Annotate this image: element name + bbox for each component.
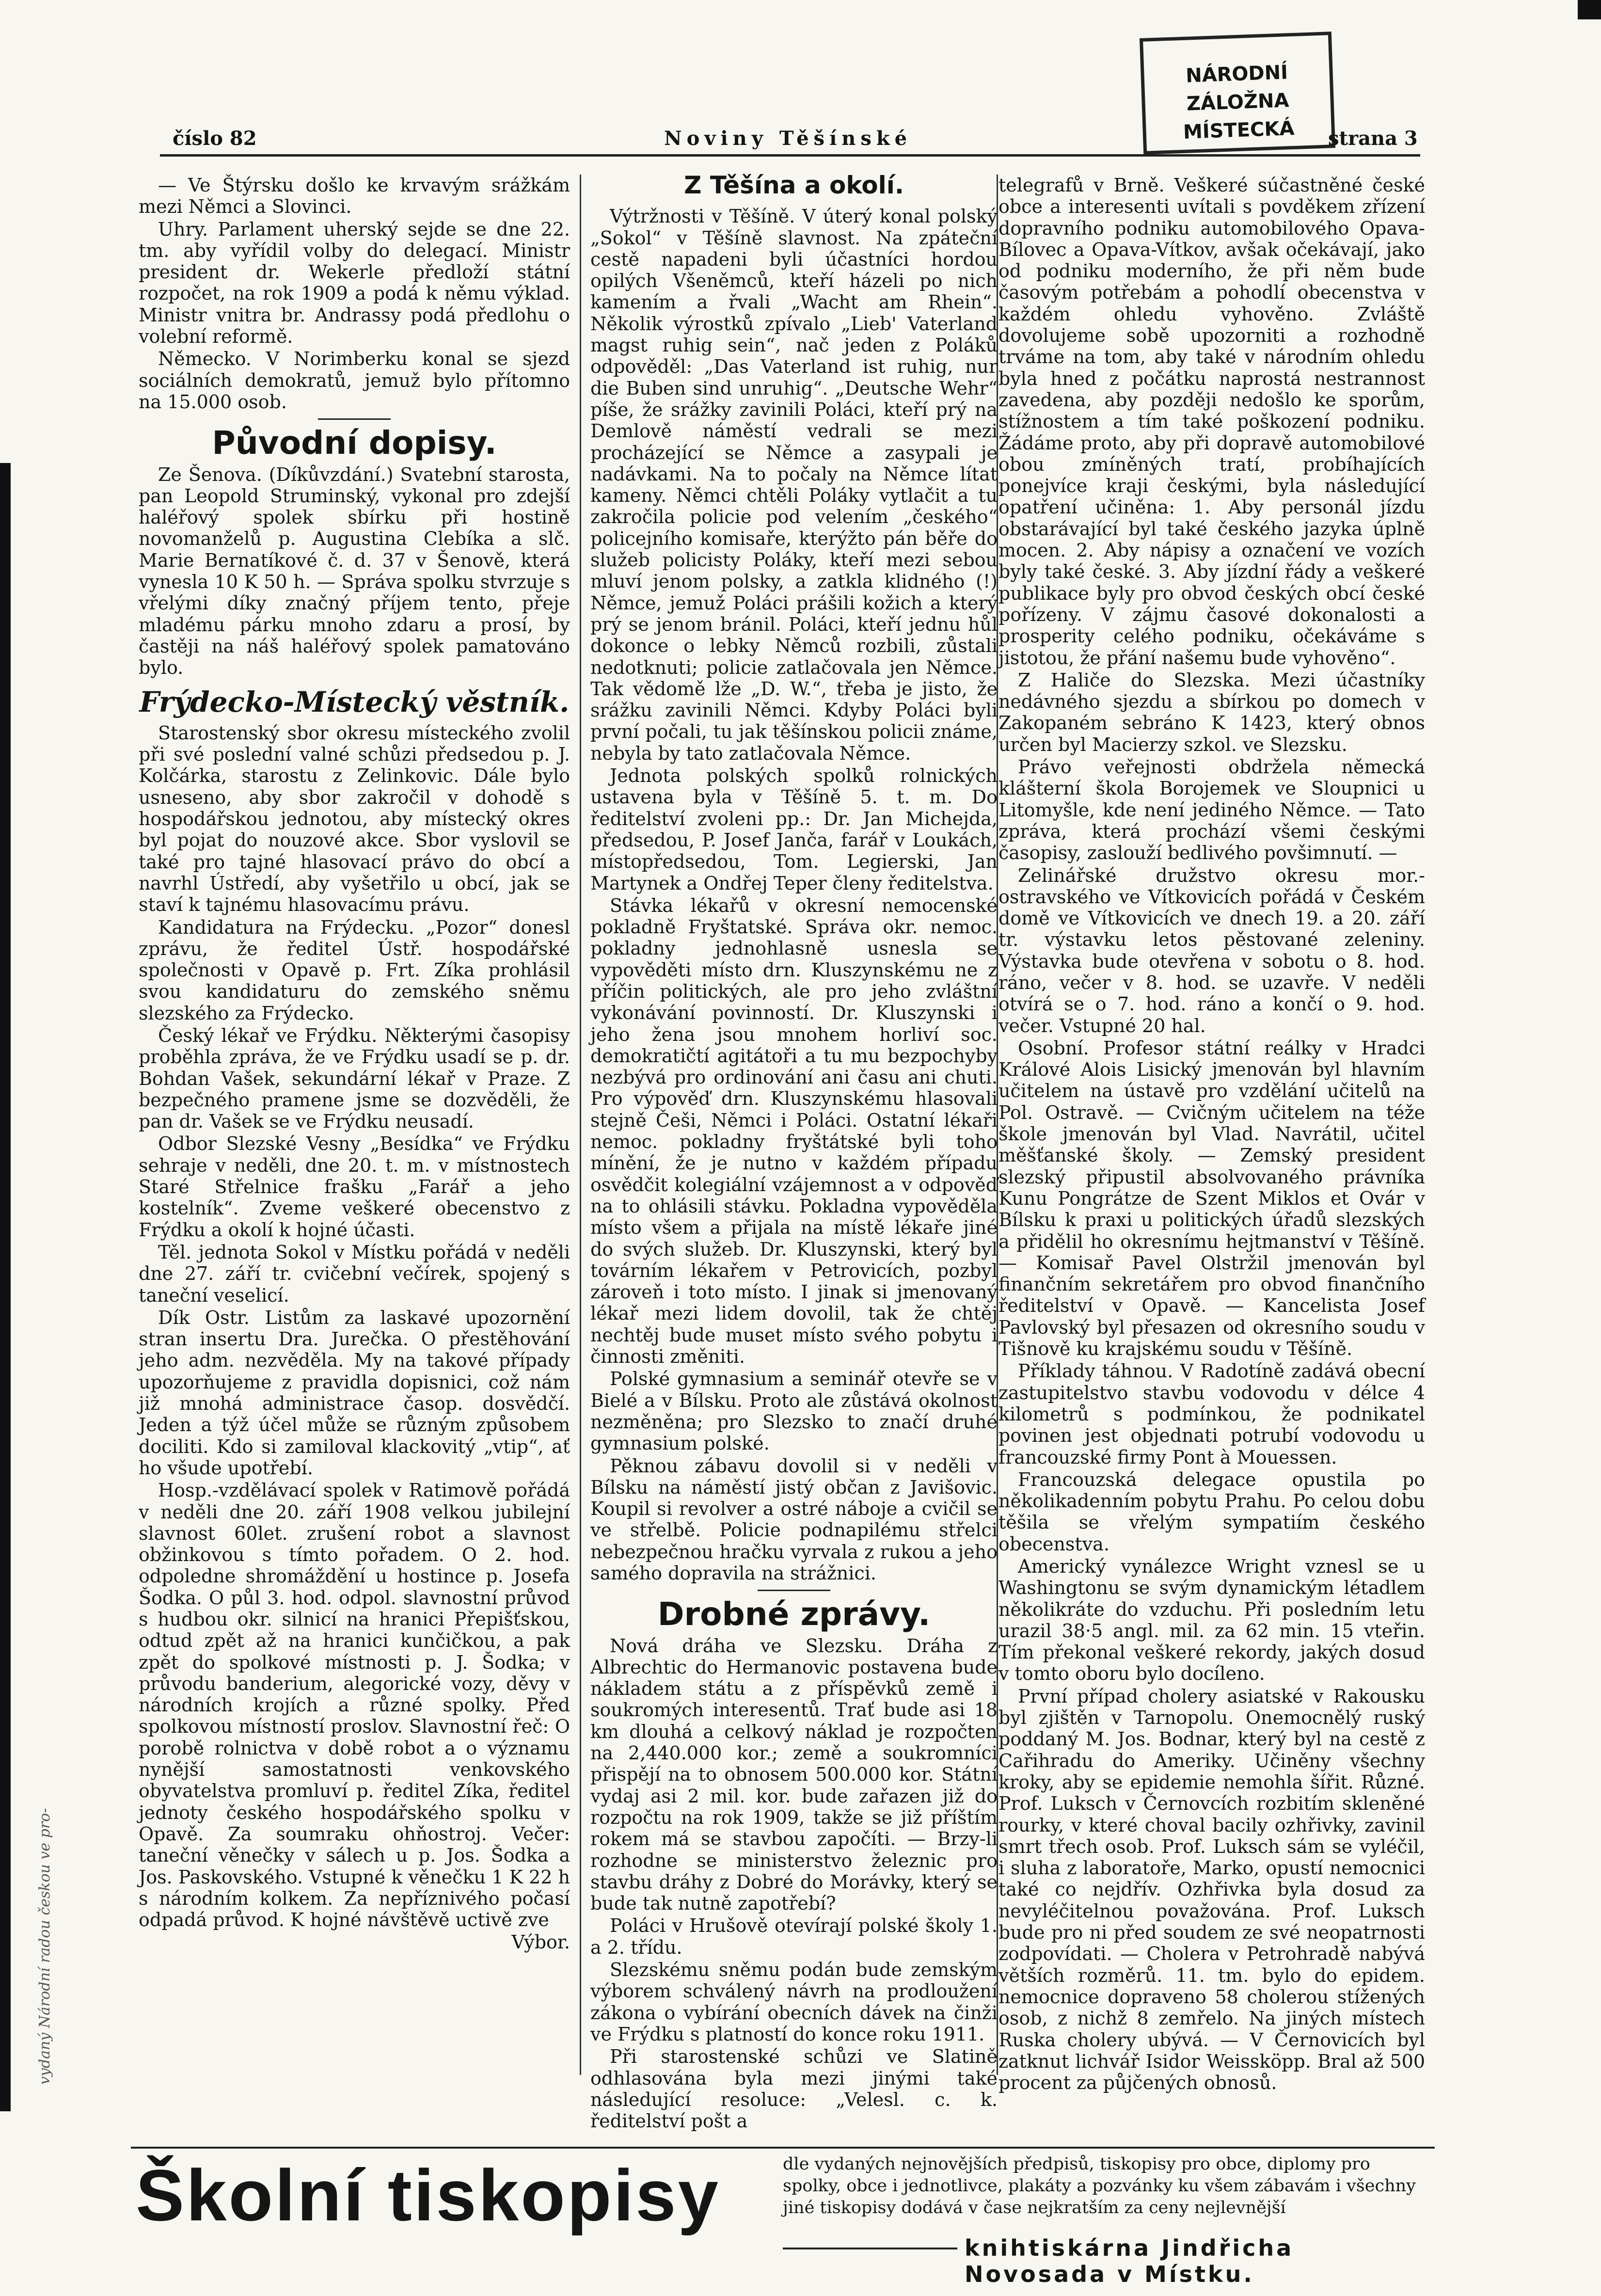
ad-underline xyxy=(783,2248,957,2249)
separator xyxy=(758,1590,830,1591)
header-rule xyxy=(160,154,1420,157)
column-2 xyxy=(590,171,998,2133)
ad-text: dle vydaných nejnovějších předpisů, tiskopisy pro obce, diplomy pro spolky, obce i jednotlivce, plakáty a pozvánky ku všem zábavám i všechny jiné tiskopisy dodává v čase nejkratším za ceny nejlevnější xyxy=(783,2154,1416,2217)
article-snem: Slezskému sněmu podán bude zemským výborem schválený návrh na prodloužení zákona o vybírání obecních dávek na činži ve Frýdku s platností do konce roku 1911. xyxy=(590,1959,998,2045)
article-besidka: Odbor Slezské Vesny „Besídka“ ve Frýdku sehraje v neděli, dne 20. t. m. v místnostech Staré Střelnice frašku „Farář a jeho kostelník“. Zveme veškeré obecenstvo z Frýdku a okolí k hojné účasti. xyxy=(139,1133,570,1241)
advertisement xyxy=(131,2147,1435,2287)
ad-printer: knihtiskárna Jindřicha Novosada v Místku. xyxy=(965,2235,1294,2287)
article-wright: Americký vynálezce Wright vznesl se u Washingtonu se svým dynamickým létadlem několikráte do vzduchu. Při posledním letu urazil 38·5 angl. mil. za 62 min. 15 vteřin. Tím překonal veškeré rekordy, jakých dosud v tomto oboru bylo docíleno. xyxy=(999,1556,1425,1685)
margin-note: vydaný Národní radou českou ve pro- xyxy=(36,1808,53,2085)
article-dik: Dík Ostr. Listům za laskavé upozornění stran insertu Dra. Jurečka. O přestěhování jeho adm. nezvěděla. My na takové případy upozorňujeme z pravidla dopisnici, což nám již mnohá administrace časop. dosvědčí. Jeden a týž účel může se různým způsobem dociliti. Kdo si zamiloval klackovitý „vtip“, ať ho všude upotřebí. xyxy=(139,1307,570,1479)
corner-mark xyxy=(1578,0,1601,19)
article-jednota: Jednota polských spolků rolnických ustavena byla v Těšíně 5. t. m. Do ředitelství zvoleni pp.: Dr. Jan Michejda, předsedou, P. Josef Janča, farář v Loukách, místopředsedou, Tom. Legierski, Jan Martynek a Ondřej Teper členy ředitelstva. xyxy=(590,765,998,894)
article-hrusov: Poláci v Hrušově otevírají polské školy 1. a 2. třídu. xyxy=(590,1915,998,1958)
article-cholera: První případ cholery asiatské v Rakousku byl zjištěn v Tarnopolu. Onemocnělý ruský poddaný M. Jos. Bodnar, který byl na cestě z Cařihradu do Ameriky. Učiněny všechny kroky, aby se epidemie nemohla šířit. Různé. Prof. Luksch v Černovcích rozbitím skleněné rourky, v které choval bacily ozhřivky, zavinil smrt třech osob. Prof. Luksch sám se vyléčil, i sluha z laboratoře, Marko, opustí nemocnici také co nejdřív. Ozhřivka byla dosud za nevyléčitelnou považována. Prof. Luksch bude pro ni před soudem ze své neopatrnosti zodpovídati. — Cholera v Petrohradě nabývá větších rozměrů. 11. tm. bylo do epidem. nemocnice dopraveno 58 cholerou stížených osob, z nichž 8 zemřelo. Na jiných místech Ruska cholery ubývá. — V Černovicích byl zatknut lichvář Isidor Weissköpp. Bral až 500 procent za půjčených obnosů. xyxy=(999,1685,1425,2094)
library-stamp xyxy=(1140,32,1335,155)
section-title-vestnik: Frýdecko-Místecký věstník. xyxy=(139,685,570,718)
page-number: strana 3 xyxy=(1328,127,1418,150)
stamp-line-2: MÍSTECKÁ xyxy=(1183,117,1295,144)
article-osobni: Osobní. Profesor státní reálky v Hradci Králové Alois Lisický jmenován byl hlavním učitelem na ústavě pro vzdělání učitelů na Pol. Ostravě. — Cvičným učitelem na téže škole jmenován byl Vlad. Navrátil, učitel měšťanské školy. — Zemský president slezský připustil absolvovaného právníka Kunu Pongrátze de Szent Miklos et Ovár v Bílsku k praxi u politických úřadů slezských a přidělil ho okresnímu hejtmanství v Těšíně. — Komisař Pavel Olstržil jmenován byl finančním sekretářem pro obvod finančního ředitelství v Opavě. — Kancelista Josef Pavlovský byl přesazen od okresního soudu v Tišnově ku krajskému soudu v Těšíně. xyxy=(999,1037,1425,1360)
ad-rule xyxy=(131,2147,1435,2149)
stamp-line-1: NÁRODNÍ ZÁLOŽNA xyxy=(1185,61,1290,115)
article-lekar: Český lékař ve Frýdku. Některými časopisy proběhla zpráva, že ve Frýdku usadí se p. dr. Bohdan Vašek, sekundární lékař v Praze. Z bezpečného pramene jsme se dozvěděli, že pan dr. Vašek se ve Frýdku neusadí. xyxy=(139,1024,570,1132)
article-hungary: Uhry. Parlament uherský sejde se dne 22. tm. aby vyřídil volby do delegací. Ministr president dr. Wekerle předloží státní rozpočet, na rok 1909 a podá k němu výklad. Ministr vnitra br. Andrassy podá předlohu o volební reformě. xyxy=(139,218,570,348)
article-starostensky-sbor: Starostenský sbor okresu místeckého zvolil při své poslední valné schůzi předsedou p. J. Kolčárka, starostu z Zelinkovic. Dále bylo usneseno, aby sbor zakročil v dohodě s hospodářskou jednotou, aby místecký okres byl pojat do nouzové akce. Sbor vyslovil se také pro tajné hlasovací právo do obcí a navrhl Ústředí, aby vyšetřilo u obcí, jak se staví k tajnému hlasovacímu právu. xyxy=(139,722,570,916)
signature-vybor: Výbor. xyxy=(511,1931,570,1953)
article-ratimov: Hosp.-vzdělávací spolek v Ratimově pořádá v neděli dne 20. září 1908 velkou jubilejní slavnost 60let. zrušení robot a slavnost obžinkovou s tímto pořadem. O 2. hod. odpoledne shromáždění u hostince p. Josefa Šodka. O půl 3. hod. odpol. slavnostní průvod s hudbou okr. silnicí na hranici Přepišťskou, odtud zpět až na hranici kunčičkou, a pak zpět do spolkové místnosti p. J. Šodka; v průvodu banderium, alegorické vozy, děvy v národních krojích a různé spolky. Před spolkovou místností proslov. Slavnostní řeč: O porobě rolnictva v době robot a o významu nynější samostatnosti venkovského obyvatelstva promluví p. ředitel Zíka, ředitel jednoty českého hospodářského spolku v Opavě. Za soumraku ohňostroj. Večer: taneční věnečky v sálech u p. Jos. Šodka a Jos. Paskovského. Vstupné k věnečku 1 K 22 h s národním kolkem. Za nepříznivého počasí odpadá průvod. K hojné návštěvě uctivě zve xyxy=(139,1480,570,1931)
article-zelinarske: Zelinářské družstvo okresu mor.-ostravského ve Vítkovicích pořádá v Českém domě ve Vítkovicích ve dnech 19. a 20. září tr. výstavku letos pěstované zeleniny. Výstavka bude otevřena v sobotu o 8. hod. ráno, večer v 8. hod. se uzavře. V neděli otvírá se o 7. hod. ráno a končí o 9. hod. večer. Vstupné 20 hal. xyxy=(999,864,1425,1036)
issue-number: číslo 82 xyxy=(173,127,257,150)
column-3 xyxy=(999,175,1425,2094)
separator xyxy=(318,418,391,420)
section-title-drobne: Drobné zprávy. xyxy=(657,1595,931,1633)
article-stavka: Stávka lékařů v okresní nemocenské pokladně Fryštatské. Správa okr. nemoc. pokladny jednohlasně usnesla se vypověděti místo drn. Kluszynskému ne z příčin politických, ale pro jeho zvláštní vykonávání povinností. Dr. Kluszynski i jeho žena jsou mnohem horliví soc. demokratičtí agitátoři a tu mu bezpochyby nezbývá pro ordinování ani času ani chuti. Pro výpověď drn. Kluszynskému hlasovali stejně Češi, Němci i Poláci. Ostatní lékaři nemoc. pokladny fryštátské byli toho mínění, že je nutno v každém případu osvědčit kolegiální vzájemnost a v odpověď na to ohlásili stávku. Pokladna vypověděla místo všem a přijala na místě lékaře jiné do svých služeb. Dr. Kluszynski, který byl továrním lékařem v Petrovicích, pozbyl zároveň i toto místo. I jinak si jmenovaný lékař mezi lidem dovolil, tak že chtěj nechtěj bude muset místo svého pobytu i činnosti změniti. xyxy=(590,894,998,1368)
article-gymnasium: Polské gymnasium a seminář otevře se v Bielé a v Bílsku. Proto ale zůstává okolnost nezměněna; pro Slezsko to značí druhé gymnasium polské. xyxy=(590,1368,998,1454)
article-styria: — Ve Štýrsku došlo ke krvavým srážkám mezi Němci a Slovinci. xyxy=(139,175,570,218)
article-slatina: Při starostenské schůzi ve Slatině odhlasována byla mezi jinými také následující resoluce: „Velesl. c. k. ředitelství pošt a xyxy=(590,2046,998,2132)
margin-bar xyxy=(0,463,11,2111)
article-halic: Z Haliče do Slezska. Mezi účastníky nedávného sjezdu a sbírkou po domech v Zakopaném sebráno K 1423, který obnos určen byl Macierzy szkol. ve Slezsku. xyxy=(999,669,1425,755)
article-sokol: Těl. jednota Sokol v Místku pořádá v neděli dne 27. září tr. cvičební večírek, spojený s taneční veselicí. xyxy=(139,1241,570,1306)
section-title-dopisy: Původní dopisy. xyxy=(212,424,497,462)
article-telegrafy: telegrafů v Brně. Veškeré súčastněné české obce a interesenti uvítali s povděkem zřízení dopravního podniku automobilového Opava-Bílovec a Opava-Vítkov, avšak očekávají, jako od podniku moderního, že při něm bude časovým potřebám a pohodlí obecenstva v každém ohledu vyhověno. Zvláště dovolujeme sobě upozorniti a rozhodně trváme na tom, aby také v národním ohledu byla hned z počátku naprostá nestrannost zavedena, aby později nedošlo ke sporům, stížnostem a tím také poškození podniku. Žádáme proto, aby při dopravě automobilové obou zmíněných tratí, probíhajících ponejvíce kraji českými, byla následující opatření učiněna: 1. Aby personál jízdu obstarávající byl také českého jazyka úplně mocen. 2. Aby nápisy a označení ve vozích byly také české. 3. Aby jízdní řády a veškeré publikace byly pro obvod českých obcí české pořízeny. V zájmu časové dokonalosti a prosperity celého podniku, očekáváme s jistotou, že přání našemu bude vyhověno“. xyxy=(999,175,1425,669)
article-priklady: Příklady táhnou. V Radotíně zadává obecní zastupitelstvo stavbu vodovodu v délce 4 kilometrů s podmínkou, že podnikatel povinen jest objednati potrubí vodovodu u francouzské firmy Pont à Mouessen. xyxy=(999,1360,1425,1468)
column-1 xyxy=(139,175,570,1954)
article-germany: Německo. V Norimberku konal se sjezd sociálních demokratů, jemuž bylo přítomno na 15.000 osob. xyxy=(139,348,570,413)
article-zabava: Pěknou zábavu dovolil si v neděli v Bílsku na náměstí jistý občan z Javišovic. Koupil si revolver a ostré náboje a cvičil se ve střelbě. Policie podnapilému střelci nebezpečnou hračku vyrvala z rukou a jeho samého dopravila na strážnici. xyxy=(590,1455,998,1584)
ad-title: Školní tiskopisy xyxy=(136,2154,720,2236)
section-title-tesin: Z Těšína a okolí. xyxy=(684,171,904,199)
article-kandidatura: Kandidatura na Frýdecku. „Pozor“ donesl zprávu, že ředitel Ústř. hospodářské společnosti v Opavě p. Frt. Zíka prohlásil svou kandidaturu do zemského sněmu slezského za Frýdecko. xyxy=(139,916,570,1024)
article-senov: Ze Šenova. (Díkůvzdání.) Svatební starosta, pan Leopold Struminský, vykonal pro zdejší haléřový spolek sbírku při hostině novomanželů p. Augustina Clebíka a slč. Marie Bernatíkové č. d. 37 v Šenově, která vynesla 10 K 50 h. — Správa spolku stvrzuje s vřelými díky značný příjem tento, přeje mladému párku mnoho zdaru a prosí, by častěji na náš haléřový spolek pamatováno bylo. xyxy=(139,463,570,679)
article-drahy: Nová dráha ve Slezsku. Dráha z Albrechtic do Hermanovic postavena bude nákladem státu a z příspěvků země i soukromých interesentů. Trať bude asi 18 km dlouhá a celkový náklad je rozpočten na 2,440.000 kor.; země a soukromníci přispějí na to obnosem 500.000 kor. Státní vydaj asi 2 mil. kor. bude zařazen již do rozpočtu na rok 1909, takže se již příštím rokem má se stavbou započíti. — Brzy-li rozhodne se ministerstvo železnic pro stavbu dráhy z Dobré do Morávky, který se bude tak nutně zapotřebí? xyxy=(590,1635,998,1914)
article-delegace: Francouzská delegace opustila po několikadenním pobytu Prahu. Po celou dobu těšila se vřelým sympatiím českého obecenstva. xyxy=(999,1468,1425,1555)
article-pravo: Právo veřejnosti obdržela německá klášterní škola Borojemek ve Sloupnici u Litomyšle, kde není jediného Němce. — Tato zpráva, která prochází všemi českými časopisy, zaslouží bedlivého povšimnutí. — xyxy=(999,756,1425,864)
article-vytrznosti: Výtržnosti v Těšíně. V úterý konal polský „Sokol“ v Těšíně slavnost. Na zpáteční cestě napadeni byli účastníci hordou opilých Všeněmců, kteří házeli po nich kamením a řvali „Wacht am Rhein“. Několik výrostků zpívalo „Lieb' Vaterland magst ruhig sein“, nač jeden z Poláků odpověděl: „Das Vaterland ist ruhig, nur die Buben sind unruhig“. „Deutsche Wehr“ píše, že srážky zavinili Poláci, kteří prý na Demlově náměstí vedrali se mezi procházející se Němce a zasypali je nadávkami. Na to počaly na Němce lítat kameny. Němci chtěli Poláky vytlačit a tu zakročila policie pod velením „českého“ policejního komisaře, kterýžto pán běře do služeb policisty Poláky, kteří mezi sebou mluví jenom polsky, a zatkla klidného (!) Němce, jemuž Poláci prášili kožich a který prý se jenom bránil. Poláci, kteří jednu hůl dokonce o lebky Němců rozbili, zůstali nedotknuti; policie zatlačovala jen Němce. Tak vědomě lže „D. W.“, třeba je jisto, že srážku zavinili Němci. Kdyby Poláci byli první počali, tu jak těšínskou policii známe, nebyla by tato zatlačovala Němce. xyxy=(590,206,998,764)
column-rule-1 xyxy=(580,175,581,2075)
newspaper-title: Noviny Těšínské xyxy=(664,127,912,150)
